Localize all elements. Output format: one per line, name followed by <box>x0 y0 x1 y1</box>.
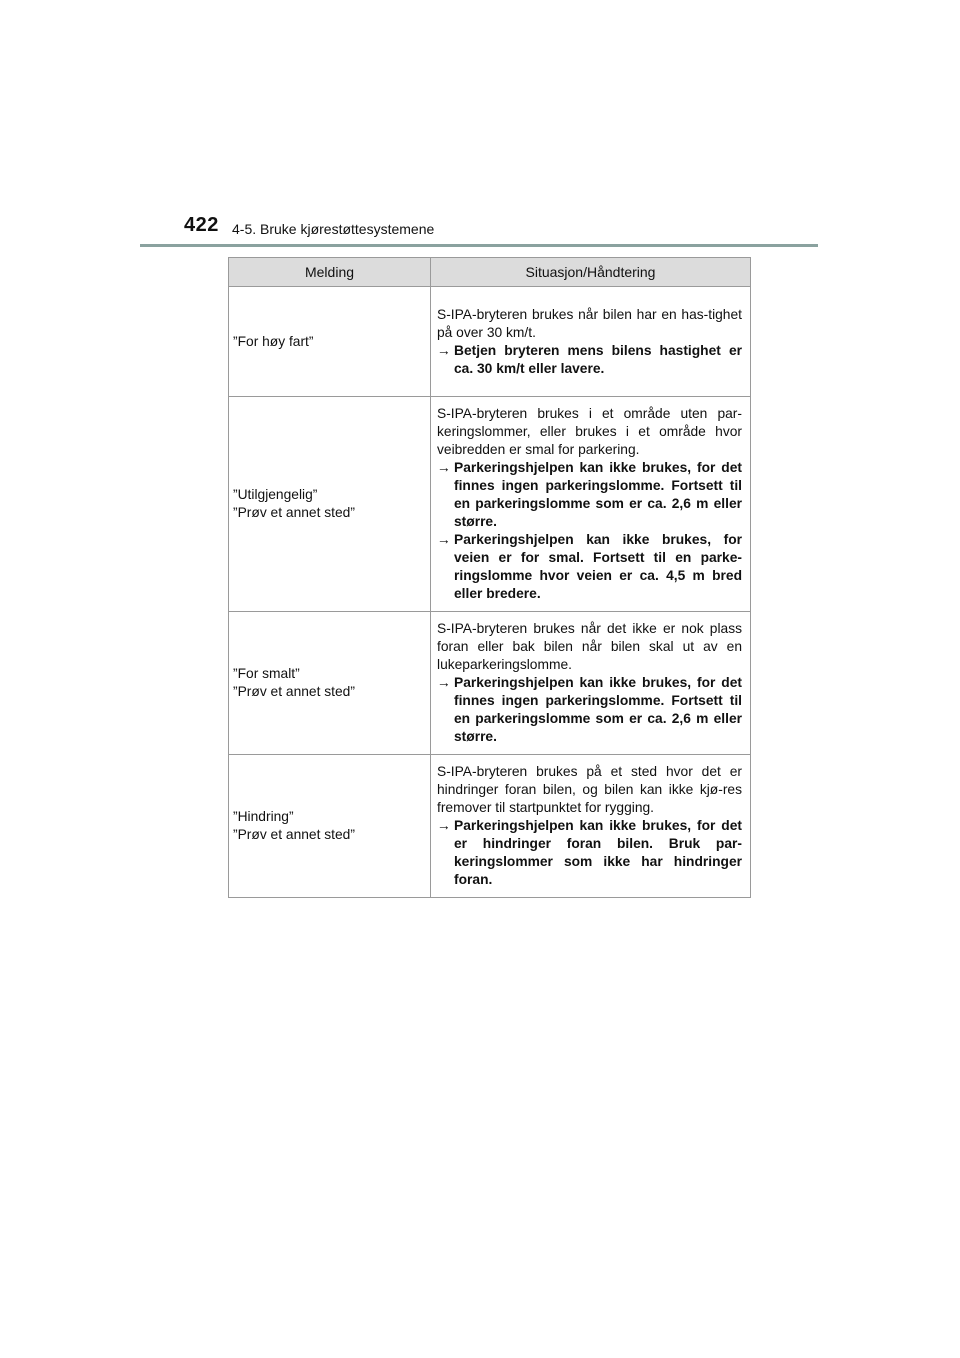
action-text: Parkeringshjelpen kan ikke brukes, for det er hindringer foran bilen. Bruk par-keringslommer som ikke har hindringer foran. <box>454 818 742 887</box>
section-title: 4-5. Bruke kjørestøttesystemene <box>232 221 435 237</box>
column-header-situation: Situasjon/Håndtering <box>431 258 751 287</box>
message-text: ”Hindring” <box>233 809 294 824</box>
message-table <box>228 257 751 898</box>
header-rule <box>140 244 818 247</box>
message-cell <box>229 287 431 397</box>
table-header-row <box>229 258 751 287</box>
action-item <box>437 459 742 531</box>
action-text: Parkeringshjelpen kan ikke brukes, for det finnes ingen parkeringslomme. Fortsett til en parkeringslomme som er ca. 2,6 m eller større. <box>454 460 742 529</box>
column-header-message: Melding <box>229 258 431 287</box>
arrow-icon: → <box>437 675 451 690</box>
situation-description: S-IPA-bryteren brukes på et sted hvor det er hindringer foran bilen, og bilen kan ikke kjø-res fremover til startpunktet for rygging. <box>437 764 742 815</box>
message-text: ”Prøv et annet sted” <box>233 684 355 699</box>
situation-description: S-IPA-bryteren brukes i et område uten par-keringslommer, eller brukes i et område hvor veibredden er smal for parkering. <box>437 406 742 457</box>
page-number: 422 <box>184 214 219 236</box>
action-item <box>437 674 742 746</box>
message-cell <box>229 755 431 898</box>
action-item <box>437 342 742 378</box>
action-text: Parkeringshjelpen kan ikke brukes, for det finnes ingen parkeringslomme. Fortsett til en parkeringslomme som er ca. 2,6 m eller større. <box>454 675 742 744</box>
message-text: ”For høy fart” <box>233 333 314 349</box>
arrow-icon: → <box>437 532 451 547</box>
action-text: Parkeringshjelpen kan ikke brukes, for veien er for smal. Fortsett til en parke-ringslomme hvor veien er ca. 4,5 m bred eller bredere. <box>454 532 742 601</box>
arrow-icon: → <box>437 342 451 358</box>
table-row <box>229 755 751 898</box>
message-cell <box>229 397 431 612</box>
situation-cell <box>431 755 751 898</box>
situation-description: S-IPA-bryteren brukes når det ikke er nok plass foran eller bak bilen når bilen skal ut av en lukeparkeringslomme. <box>437 621 742 672</box>
message-text: ”Utilgjengelig” <box>233 487 318 502</box>
situation-cell <box>431 612 751 755</box>
action-item <box>437 531 742 603</box>
message-text: ”For smalt” <box>233 666 300 681</box>
table-row <box>229 612 751 755</box>
table-row <box>229 397 751 612</box>
action-item <box>437 817 742 889</box>
message-cell <box>229 612 431 755</box>
situation-cell <box>431 397 751 612</box>
arrow-icon: → <box>437 460 451 475</box>
message-text: ”Prøv et annet sted” <box>233 827 355 842</box>
situation-cell <box>431 287 751 397</box>
table-row <box>229 287 751 397</box>
arrow-icon: → <box>437 818 451 833</box>
situation-description: S-IPA-bryteren brukes når bilen har en has-tighet på over 30 km/t. <box>437 306 742 340</box>
action-text: Betjen bryteren mens bilens hastighet er ca. 30 km/t eller lavere. <box>454 342 742 376</box>
message-text: ”Prøv et annet sted” <box>233 505 355 520</box>
